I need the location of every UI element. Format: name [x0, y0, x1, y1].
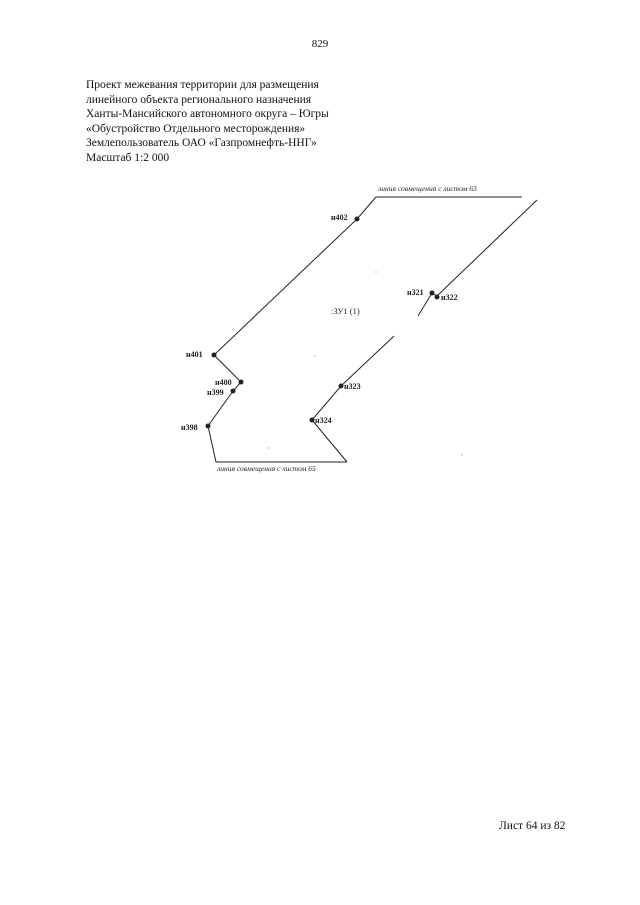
point-label-n323: н323	[344, 382, 361, 391]
sheet-number: Лист 64 из 82	[499, 820, 566, 832]
header-line: Проект межевания территории для размещения	[86, 79, 319, 91]
point-label-n398: н398	[181, 423, 198, 432]
header-line: «Обустройство Отдельного месторождения»	[86, 122, 306, 135]
point-marker-n323	[339, 384, 344, 389]
speck	[375, 271, 376, 272]
point-label-n321: н321	[407, 288, 424, 297]
point-marker-n399	[231, 389, 236, 394]
point-marker-n402	[355, 217, 360, 222]
boundary-right	[312, 336, 394, 462]
point-label-n399: н399	[207, 388, 224, 397]
header-line: Ханты-Мансийского автономного округа – Югры	[86, 108, 329, 121]
point-marker-n398	[206, 424, 211, 429]
header-line: Землепользователь ОАО «Газпромнефть-ННГ»	[86, 137, 317, 150]
boundary-left	[208, 197, 376, 462]
junction-label-bottom: линия совмещения с листом 65	[217, 464, 316, 473]
speck	[461, 454, 462, 455]
speck	[314, 355, 315, 356]
point-marker-n401	[212, 353, 217, 358]
zone-label: :ЗУ1 (1)	[331, 306, 360, 316]
page-number: 829	[311, 38, 329, 50]
point-marker-n321	[430, 291, 435, 296]
header-line: линейного объекта регионального назначения	[86, 93, 312, 106]
point-marker-n400	[239, 380, 244, 385]
scale-line: Масштаб 1:2 000	[86, 151, 170, 164]
junction-label-top: линия совмещения с листом 63	[378, 184, 477, 193]
point-label-n322: н322	[441, 293, 458, 302]
point-marker-n322	[435, 295, 440, 300]
point-label-n324: н324	[315, 416, 332, 425]
point-label-n401: н401	[186, 350, 203, 359]
speck	[268, 447, 269, 448]
point-marker-n324	[310, 418, 315, 423]
point-label-n400: н400	[215, 378, 232, 387]
point-label-n402: н402	[331, 213, 348, 222]
